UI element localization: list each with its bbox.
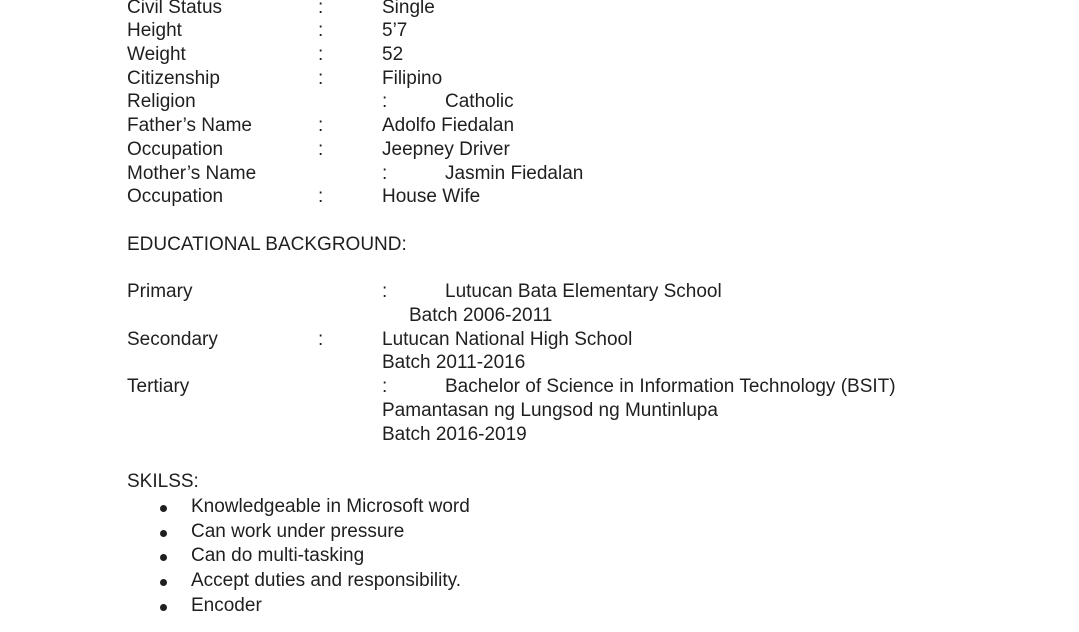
fathers-name-label: Father’s Name — [127, 115, 252, 136]
tertiary-course: Bachelor of Science in Information Technology (BSIT) — [445, 376, 896, 397]
civil-status-value: Single — [382, 0, 435, 18]
primary-label: Primary — [127, 281, 193, 302]
skill-item: Can do multi-tasking — [191, 545, 365, 566]
secondary-label: Secondary — [127, 329, 218, 350]
father-occupation-label: Occupation — [127, 139, 224, 160]
bullet-icon — [160, 554, 167, 561]
secondary-batch: Batch 2011-2016 — [382, 352, 526, 373]
mother-occupation-label: Occupation — [127, 186, 224, 207]
bullet-icon — [160, 579, 167, 586]
religion-label: Religion — [127, 91, 196, 112]
bullet-icon — [160, 530, 167, 537]
height-label: Height — [127, 20, 182, 41]
mother-occupation-value: House Wife — [382, 186, 481, 207]
bullet-icon — [160, 505, 167, 512]
secondary-school: Lutucan National High School — [382, 329, 633, 350]
education-heading: EDUCATIONAL BACKGROUND: — [127, 234, 407, 255]
skill-item: Can work under pressure — [191, 521, 405, 542]
citizenship-colon: : — [318, 68, 324, 89]
tertiary-label: Tertiary — [127, 376, 190, 397]
primary-batch: Batch 2006-2011 — [409, 305, 553, 326]
height-colon: : — [318, 20, 324, 41]
fathers-name-value: Adolfo Fiedalan — [382, 115, 515, 136]
fathers-name-colon: : — [318, 115, 324, 136]
weight-colon: : — [318, 44, 324, 65]
religion-value: Catholic — [445, 91, 514, 112]
mother-occupation-colon: : — [318, 186, 324, 207]
tertiary-school: Pamantasan ng Lungsod ng Muntinlupa — [382, 400, 718, 421]
tertiary-batch: Batch 2016-2019 — [382, 424, 527, 445]
weight-value: 52 — [382, 44, 404, 65]
secondary-colon: : — [318, 329, 324, 350]
mothers-name-colon: : — [382, 163, 388, 184]
skill-item: Encoder — [191, 595, 262, 616]
civil-status-colon: : — [318, 0, 324, 18]
skill-item: Accept duties and responsibility. — [191, 570, 462, 591]
religion-colon: : — [382, 91, 388, 112]
mothers-name-value: Jasmin Fiedalan — [445, 163, 584, 184]
skills-heading: SKILSS: — [127, 471, 199, 492]
father-occupation-value: Jeepney Driver — [382, 139, 510, 160]
primary-school: Lutucan Bata Elementary School — [445, 281, 722, 302]
father-occupation-colon: : — [318, 139, 324, 160]
tertiary-colon: : — [382, 376, 388, 397]
civil-status-label: Civil Status — [127, 0, 223, 18]
mothers-name-label: Mother’s Name — [127, 163, 257, 184]
skill-item: Knowledgeable in Microsoft word — [191, 496, 470, 517]
height-value: 5’7 — [382, 20, 408, 41]
primary-colon: : — [382, 281, 388, 302]
citizenship-value: Filipino — [382, 68, 443, 89]
weight-label: Weight — [127, 44, 186, 65]
citizenship-label: Citizenship — [127, 68, 220, 89]
bullet-icon — [160, 604, 167, 611]
